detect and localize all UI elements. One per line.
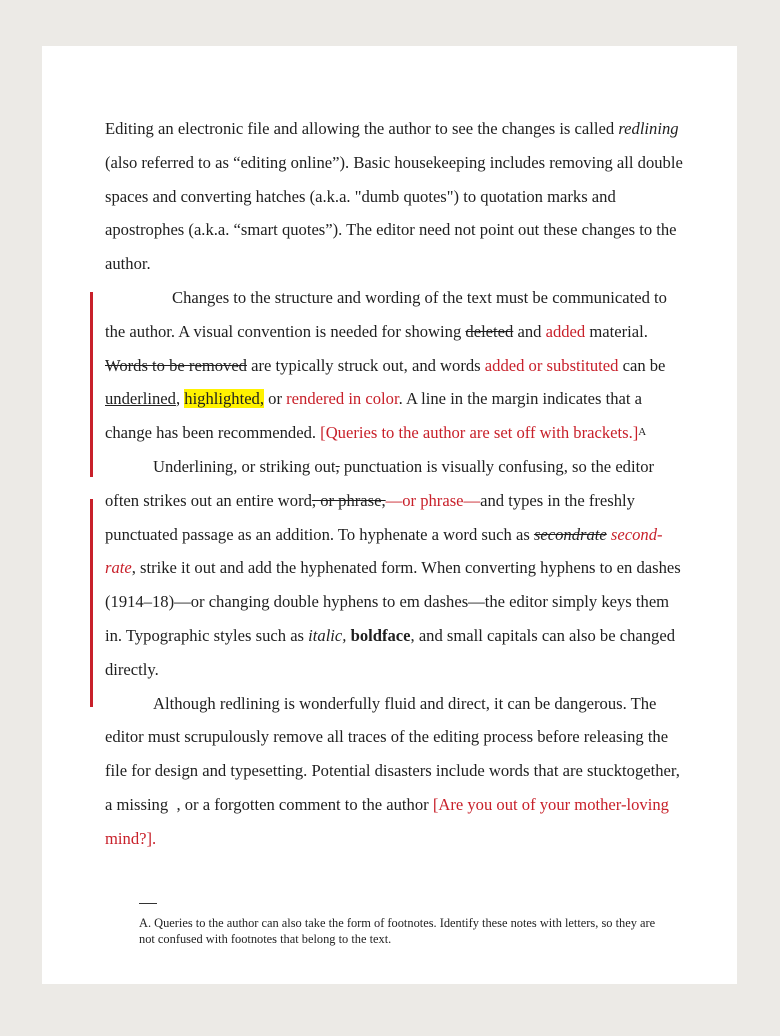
paragraph-3: [105, 450, 685, 687]
paragraph-2: [105, 281, 685, 450]
footnote-rule: [139, 903, 157, 904]
example-highlighted: highlighted,: [184, 389, 265, 409]
example-underlined: underlined: [105, 389, 176, 409]
margin-change-bar: [90, 292, 93, 477]
example-deleted: deleted: [465, 321, 514, 341]
text-run: ,: [175, 389, 185, 409]
text-run: Changes to the structure and wording of the text must be communicated to the author. A visual convention is needed for showing: [105, 287, 667, 341]
inserted-second-rate: second-rate: [105, 524, 663, 578]
text-run: or striking out: [237, 456, 336, 476]
text-run: material.: [585, 321, 648, 341]
text-run: or: [264, 389, 287, 409]
term-redlining: redlining: [618, 119, 679, 138]
inserted-comma: ,: [233, 456, 238, 476]
document-page: [42, 46, 737, 984]
footnote: A. Queries to the author can also take the form of footnotes. Identify these notes with letters, so they are not confused with footnotes that belong to the text.: [139, 916, 656, 946]
text-run: and types in the freshly punctuated passage as an addition. To hyphenate a word such as: [105, 490, 635, 544]
author-query: [Queries to the author are set off with brackets.]: [320, 423, 639, 443]
example-rendered-color: rendered in color: [286, 389, 399, 409]
text-run: Editing an electronic file and allowing the author to see the changes is called: [105, 119, 619, 138]
example-removed: Words to be removed: [105, 355, 247, 375]
text-run: punctuation is visually confusing, so the editor often strikes out an entire word: [105, 456, 655, 510]
example-added: added: [545, 321, 586, 341]
example-added-substituted: added or substituted: [484, 355, 619, 375]
inserted-phrase: —or phrase—: [385, 490, 481, 510]
text-run: , strike it out and add the hyphenated form. When converting hyphens to en dashes (1914–18)—or changing double hyphens to em dashes—the editor simply keys them in. Typographic styles such as: [105, 558, 681, 645]
example-italic: italic,: [308, 625, 347, 645]
text-run: . A line in the margin indicates that a change has been recommended.: [105, 389, 643, 443]
example-boldface: boldface: [350, 625, 411, 645]
margin-change-bar: [90, 499, 93, 707]
text-run: can be: [618, 355, 666, 375]
deleted-comma: ,: [335, 456, 340, 476]
deleted-phrase: , or phrase,: [311, 490, 386, 510]
text-run: Underlining: [153, 456, 234, 476]
paragraph-4: [105, 687, 685, 856]
text-run: are typically struck out, and words: [246, 355, 485, 375]
text-run: (also referred to as “editing online”). Basic housekeeping includes removing all double spaces and converting hatches (a.k.a. "dumb quotes") to quotation marks and apostrophes (a.k.a. “smart quotes”). The editor need not point out these changes to the author.: [105, 152, 683, 274]
text-run: Although redlining is wonderfully fluid and direct, it can be dangerous. The editor must scrupulously remove all traces of the editing process before releasing the file for design and typesetting. Potential disasters include words that are stucktogether, a missing , or a forgotten comment to the author: [105, 693, 680, 814]
author-query: [Are you out of your mother-loving mind?].: [105, 794, 669, 848]
body-text: [105, 112, 685, 856]
text-run: and: [513, 321, 546, 341]
paragraph-1: [105, 112, 685, 281]
text-run: , and small capitals can also be changed directly.: [105, 625, 675, 679]
deleted-secondrate: secondrate: [533, 524, 607, 544]
footnote-marker: A: [638, 426, 647, 439]
